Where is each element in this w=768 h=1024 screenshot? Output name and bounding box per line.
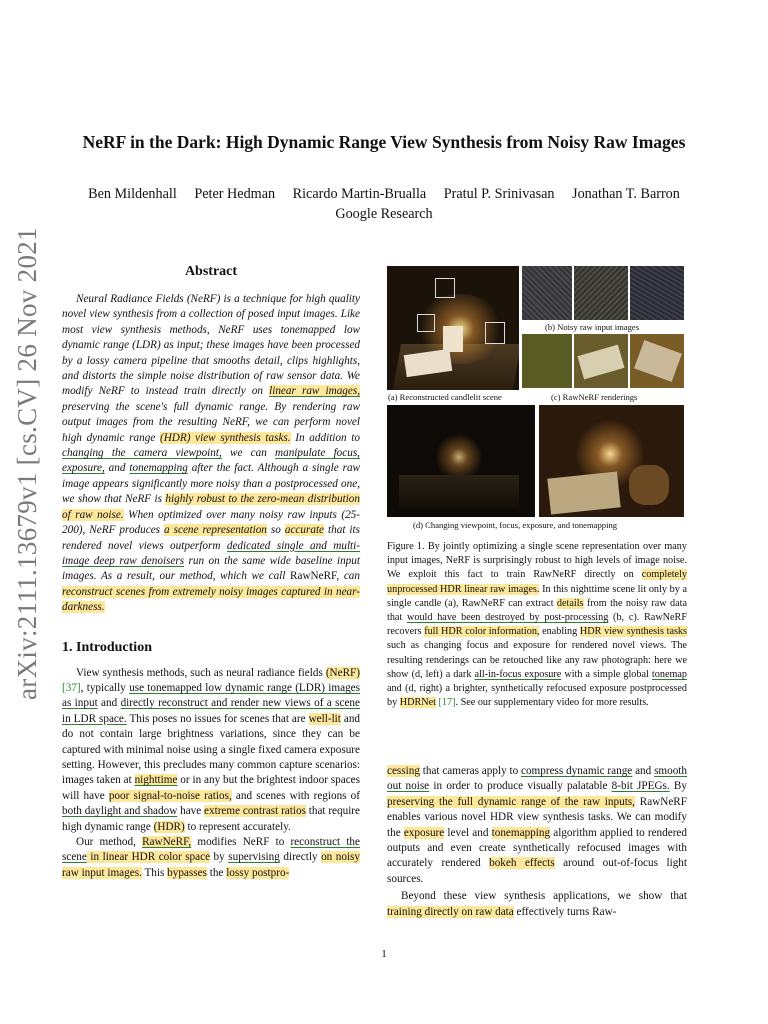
rawnerf-rendering xyxy=(522,334,572,388)
author-name: Peter Hedman xyxy=(194,186,276,202)
highlight: accurate xyxy=(284,524,325,537)
left-column xyxy=(62,264,360,881)
author-list xyxy=(0,184,768,204)
subfigure-label: (a) Reconstructed candlelit scene xyxy=(388,392,502,402)
underline: changing the camera viewpoint, xyxy=(62,447,222,460)
author-block xyxy=(0,184,768,224)
underline: exposure, xyxy=(62,462,105,475)
author-name: Pratul P. Srinivasan xyxy=(443,186,555,202)
candlelit-scene-image xyxy=(387,266,519,390)
rawnerf-rendering xyxy=(574,334,628,388)
highlight: reconstruct scenes from extremely noisy images captured in near-darkness. xyxy=(62,585,360,614)
noisy-raw-image xyxy=(574,266,628,320)
figure-caption: Figure 1. By jointly optimizing a single scene representation over many input images, NeRF is surprisingly robust to high levels of image noise. We exploit this fact to train RawNeRF directly on completely unprocessed HDR linear raw images. In this nighttime scene lit only by a single candle (a), RawNeRF can extract details from the noisy raw data that would have been destroyed by post-processing (b, c). RawNeRF recovers full HDR color information, enabling HDR view synthesis tasks such as changing focus and exposure for rendered novel views. The resulting renderings can be retouched like any raw photograph: here we show (d, left) a dark all-in-focus exposure with a simple global tonemap and (d, right) a brighter, synthetically refocused exposure postprocessed by HDRNet [17]. See our supplementary video for more results. xyxy=(387,541,688,709)
refocused-bright-rendering xyxy=(539,405,684,517)
intro-paragraph: Our method, RawNeRF, modifies NeRF to reconstruct the scene in linear HDR color space by supervising directly on noisy raw input images. This bypasses the lossy postpro- xyxy=(62,836,361,879)
underline: tonemapping xyxy=(129,462,188,475)
highlight: (HDR) view synthesis tasks. xyxy=(159,431,291,444)
arxiv-identifier: arXiv:2111.13679v1 [cs.CV] 26 Nov 2021 xyxy=(12,227,42,700)
subfigure-label: (c) RawNeRF renderings xyxy=(551,392,638,402)
noisy-raw-image xyxy=(522,266,572,320)
dark-all-in-focus-rendering xyxy=(387,405,535,517)
abstract-body: Neural Radiance Fields (NeRF) is a technique for high quality novel view synthesis from a collection of posed input images. Like most view synthesis methods, NeRF uses tonemapped low dynamic range (LDR) as input; these images have been processed by a lossy camera pipeline that smooths detail, clips highlights, and distorts the simple noise distribution of raw sensor data. We modify NeRF to instead train directly on linear raw images, preserving the scene's full dynamic range. By rendering raw output images from the resulting NeRF, we can perform novel high dynamic range (HDR) view synthesis tasks. In addition to changing the camera viewpoint, we can manipulate focus, exposure, and tonemapping after the fact. Although a single raw image appears significantly more noisy than a postprocessed one, we show that NeRF is highly robust to the zero-mean distribution of raw noise. When optimized over many noisy raw inputs (25-200), NeRF produces a scene representation so accurate that its rendered novel views outperform dedicated single and multi-image deep raw denoisers run on the same wide baseline input images. As a result, our method, which we call RawNeRF, can reconstruct scenes from extremely noisy images captured in near-darkness. xyxy=(62,293,361,614)
figure-1 xyxy=(387,262,687,528)
highlight: a scene representation xyxy=(164,524,267,537)
author-name: Ricardo Martin-Brualla xyxy=(292,186,427,202)
highlight: highly robust to the zero-mean distribution of raw noise. xyxy=(62,493,360,521)
noisy-raw-image xyxy=(630,266,684,320)
intro-paragraph: View synthesis methods, such as neural radiance fields (NeRF) [37], typically use tonemapped low dynamic range (LDR) images as input and directly reconstruct and render new views of a scene in LDR space. This poses no issues for scenes that are well-lit and do not contain large brightness variations, since they can be captured with minimal noise using a single fixed camera exposure setting. However, this precludes many common capture scenarios: images taken at nighttime or in any but the brightest indoor spaces will have poor signal-to-noise ratios, and scenes with regions of both daylight and shadow have extreme contrast ratios that require high dynamic range (HDR) to represent accurately. xyxy=(62,666,361,833)
rawnerf-rendering xyxy=(630,334,684,388)
subfigure-label: (d) Changing viewpoint, focus, exposure, and tonemapping xyxy=(413,520,618,530)
intro-heading: 1. Introduction xyxy=(62,639,152,655)
underline: dedicated single and multi-image deep raw denoisers xyxy=(62,539,361,567)
highlight: linear raw images, xyxy=(269,385,360,398)
citation-link[interactable]: [17] xyxy=(438,697,456,709)
intro-body xyxy=(62,666,360,882)
right-column xyxy=(387,262,687,710)
page-number: 1 xyxy=(381,948,387,960)
author-name: Jonathan T. Barron xyxy=(572,186,680,202)
citation-link[interactable]: [37] xyxy=(62,681,81,694)
right-column-text xyxy=(387,764,687,920)
abstract-heading: Abstract xyxy=(184,264,238,279)
subfigure-label: (b) Noisy raw input images xyxy=(545,322,640,332)
body-paragraph: Beyond these view synthesis applications, we show that training directly on raw data effectively turns Raw- xyxy=(387,890,687,918)
affiliation: Google Research xyxy=(335,206,433,222)
body-paragraph: cessing that cameras apply to compress dynamic range and smooth out noise in order to produce visually palatable 8-bit JPEGs. By preserving the full dynamic range of the raw inputs, RawNeRF enables various novel HDR view synthesis tasks. We can modify the exposure level and tonemapping algorithm applied to rendered outputs and even create synthetically refocused images with accurately rendered bokeh effects around out-of-focus light sources. xyxy=(387,765,688,885)
underline: manipulate focus, xyxy=(275,447,360,460)
author-name: Ben Mildenhall xyxy=(88,186,177,202)
paper-title: NeRF in the Dark: High Dynamic Range View Synthesis from Noisy Raw Images xyxy=(82,132,686,152)
